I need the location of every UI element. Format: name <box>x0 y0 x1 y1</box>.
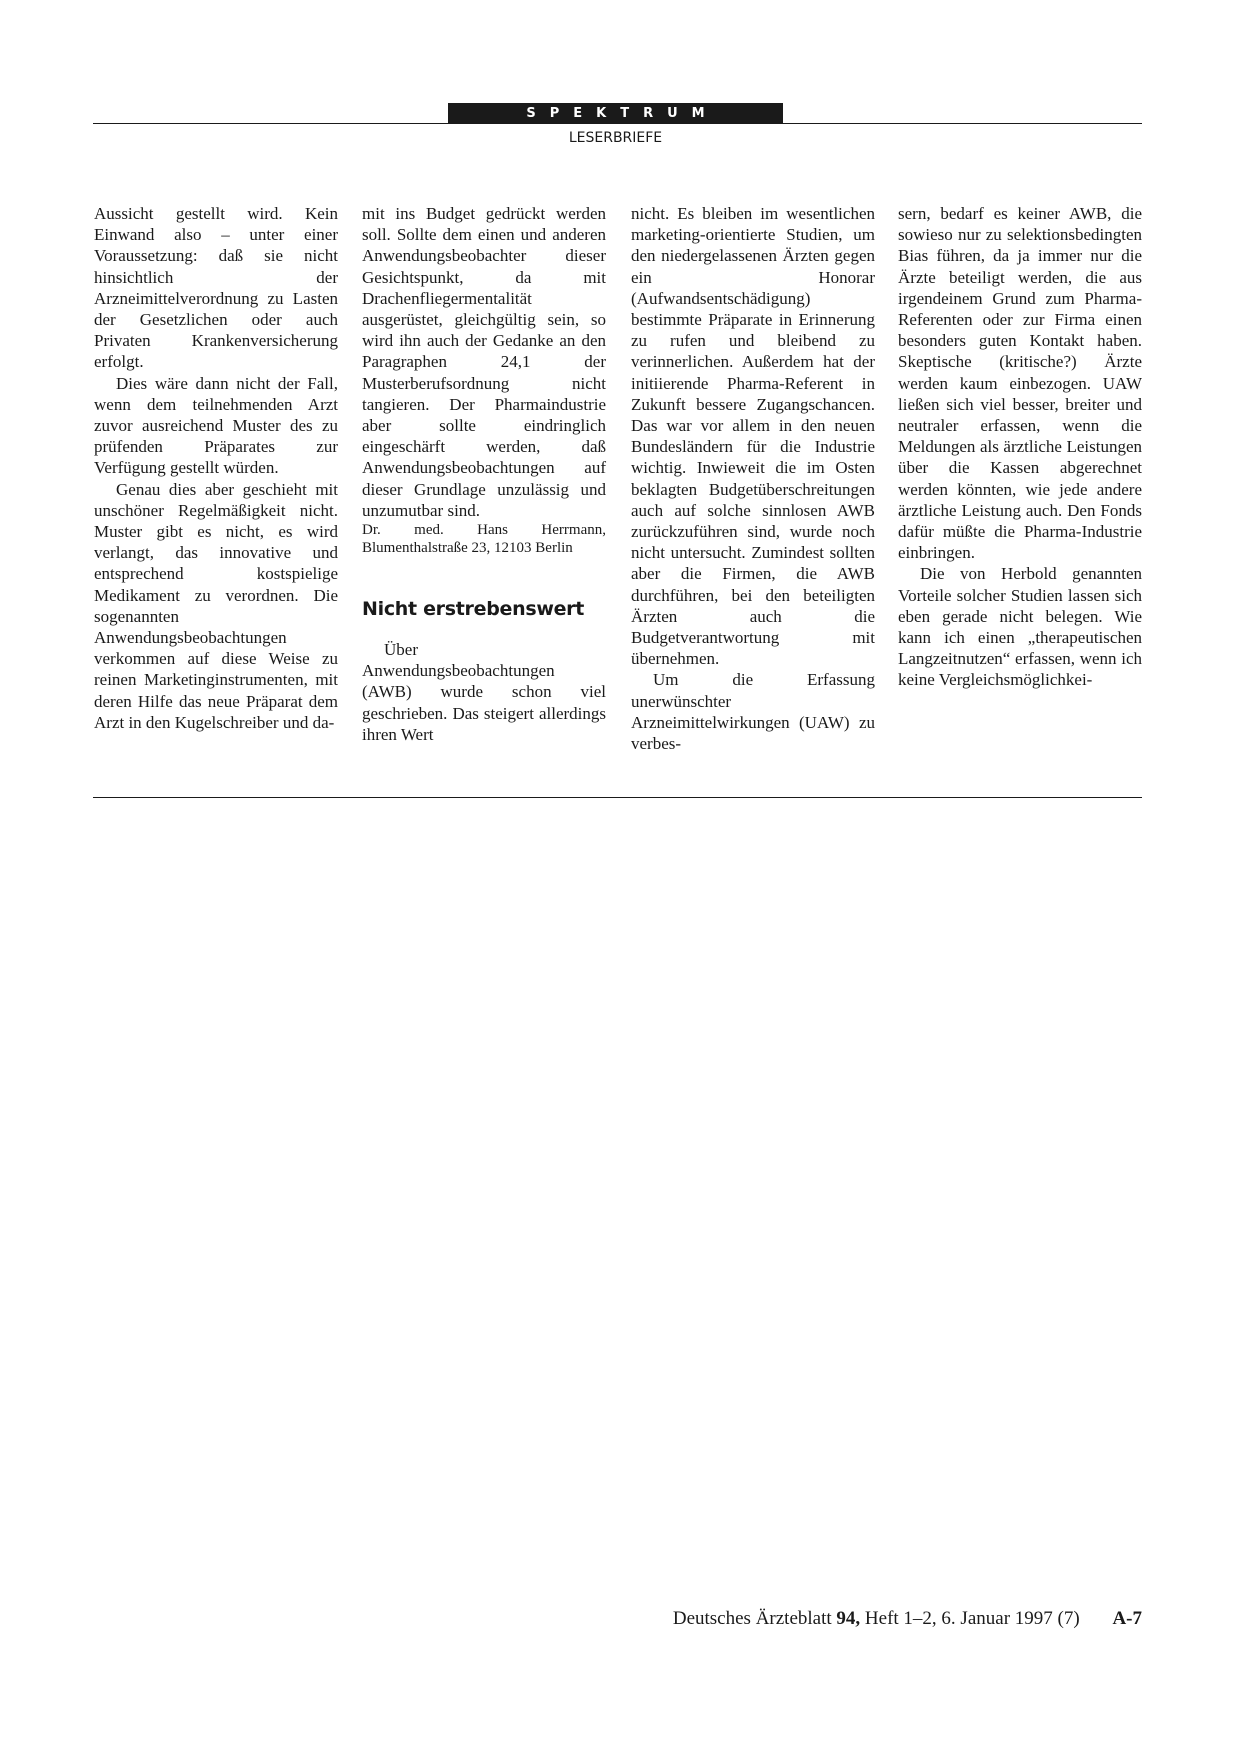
header-rule <box>93 123 1142 124</box>
paragraph: nicht. Es bleiben im wesentlichen marketing-orientierte Studien, um den niedergelassenen Ärzten gegen ein Honorar (Aufwandsentschädigung) bestimmte Präparate in Erinnerung zu rufen und bleibend zu verinnerlichen. Außerdem hat der initiierende Pharma-Referent in Zukunft bessere Zugangschancen. Das war vor allem in den neuen Bundesländern für die Industrie wichtig. Inwieweit die im Osten beklagten Budgetüberschreitungen auch auf solche sinnlosen AWB zurückzuführen sind, wurde noch nicht untersucht. Zumindest sollten aber die Firmen, die AWB durchführen, bei den beteiligten Ärzten auch die Budgetverantwortung mit übernehmen. <box>631 204 875 669</box>
text-column-2 <box>362 203 606 745</box>
section-band: SPEKTRUM <box>448 103 783 124</box>
paragraph: sern, bedarf es keiner AWB, die sowieso nur zu selektionsbedingten Bias führen, da ja immer nur die Ärzte beteiligt werden, die aus irgendeinem Grund zum Pharma-Referenten oder zur Firma einen besonders guten Kontakt haben. Skeptische (kritische?) Ärzte werden kaum einbezogen. UAW ließen sich viel besser, breiter und neutraler erfassen, wenn die Meldungen als ärztliche Leistungen über die Kassen abgerechnet werden könnten, wie jede andere ärztliche Leistung auch. Den Fonds dafür müßte die Pharma-Industrie einbringen. <box>898 204 1142 563</box>
paragraph: Genau dies aber geschieht mit unschöner Regelmäßigkeit nicht. Muster gibt es nicht, es wird verlangt, das innovative und entsprechend kostspielige Medikament zu verordnen. Die sogenannten Anwendungsbeobachtungen verkommen auf diese Weise zu reinen Marketinginstrumenten, mit deren Hilfe das neue Präparat dem Arzt in den Kugelschreiber und da- <box>94 479 338 732</box>
paragraph: Um die Erfassung unerwünschter Arzneimittelwirkungen (UAW) zu verbes- <box>631 670 875 754</box>
paragraph: Die von Herbold genannten Vorteile solcher Studien lassen sich eben gerade nicht belegen. Wie kann ich einen „therapeutischen Langzeitnutzen“ erfassen, wenn ich keine Vergleichsmöglichkei- <box>898 564 1142 690</box>
bottom-rule <box>93 797 1142 798</box>
text-column-1 <box>94 203 338 733</box>
letter-signature: Dr. med. Hans Herrmann, Blumenthalstraße 23, 12103 Berlin <box>362 522 606 557</box>
page-footer <box>673 1608 1142 1630</box>
paragraph: Über Anwendungsbeobachtungen (AWB) wurde schon viel geschrieben. Das steigert allerdings ihren Wert <box>362 640 606 744</box>
paragraph: mit ins Budget gedrückt werden soll. Sollte dem einen und anderen Anwendungsbeobachter dieser Gesichtspunkt, da mit Drachenfliegermentalität ausgerüstet, gleichgültig sein, so wird ihn auch der Gedanke an den Paragraphen 24,1 der Musterberufsordnung nicht tangieren. Der Pharmaindustrie aber sollte eindringlich eingeschärft werden, daß Anwendungsbeobachtungen auf dieser Grundlage unzulässig und unzumutbar sind. <box>362 204 606 520</box>
paragraph: Dies wäre dann nicht der Fall, wenn dem teilnehmenden Arzt zuvor ausreichend Muster des zu prüfenden Präparates zur Verfügung gestellt würden. <box>94 373 338 478</box>
text-column-3 <box>631 203 875 754</box>
journal-name: Deutsches Ärzteblatt <box>672 1608 832 1629</box>
journal-volume: 94, <box>836 1608 861 1629</box>
issue-info: Heft 1–2, 6. Januar 1997 (7) <box>864 1608 1080 1629</box>
paragraph: Aussicht gestellt wird. Kein Einwand also – unter einer Voraussetzung: daß sie nicht hinsichtlich der Arzneimittelverordnung zu Lasten der Gesetzlichen oder auch Privaten Krankenversicherung erfolgt. <box>94 204 338 372</box>
text-column-4 <box>898 203 1142 691</box>
page-number: A-7 <box>1112 1608 1142 1629</box>
section-label: LESERBRIEFE <box>568 130 663 146</box>
letter-heading: Nicht erstrebenswert <box>362 598 585 621</box>
